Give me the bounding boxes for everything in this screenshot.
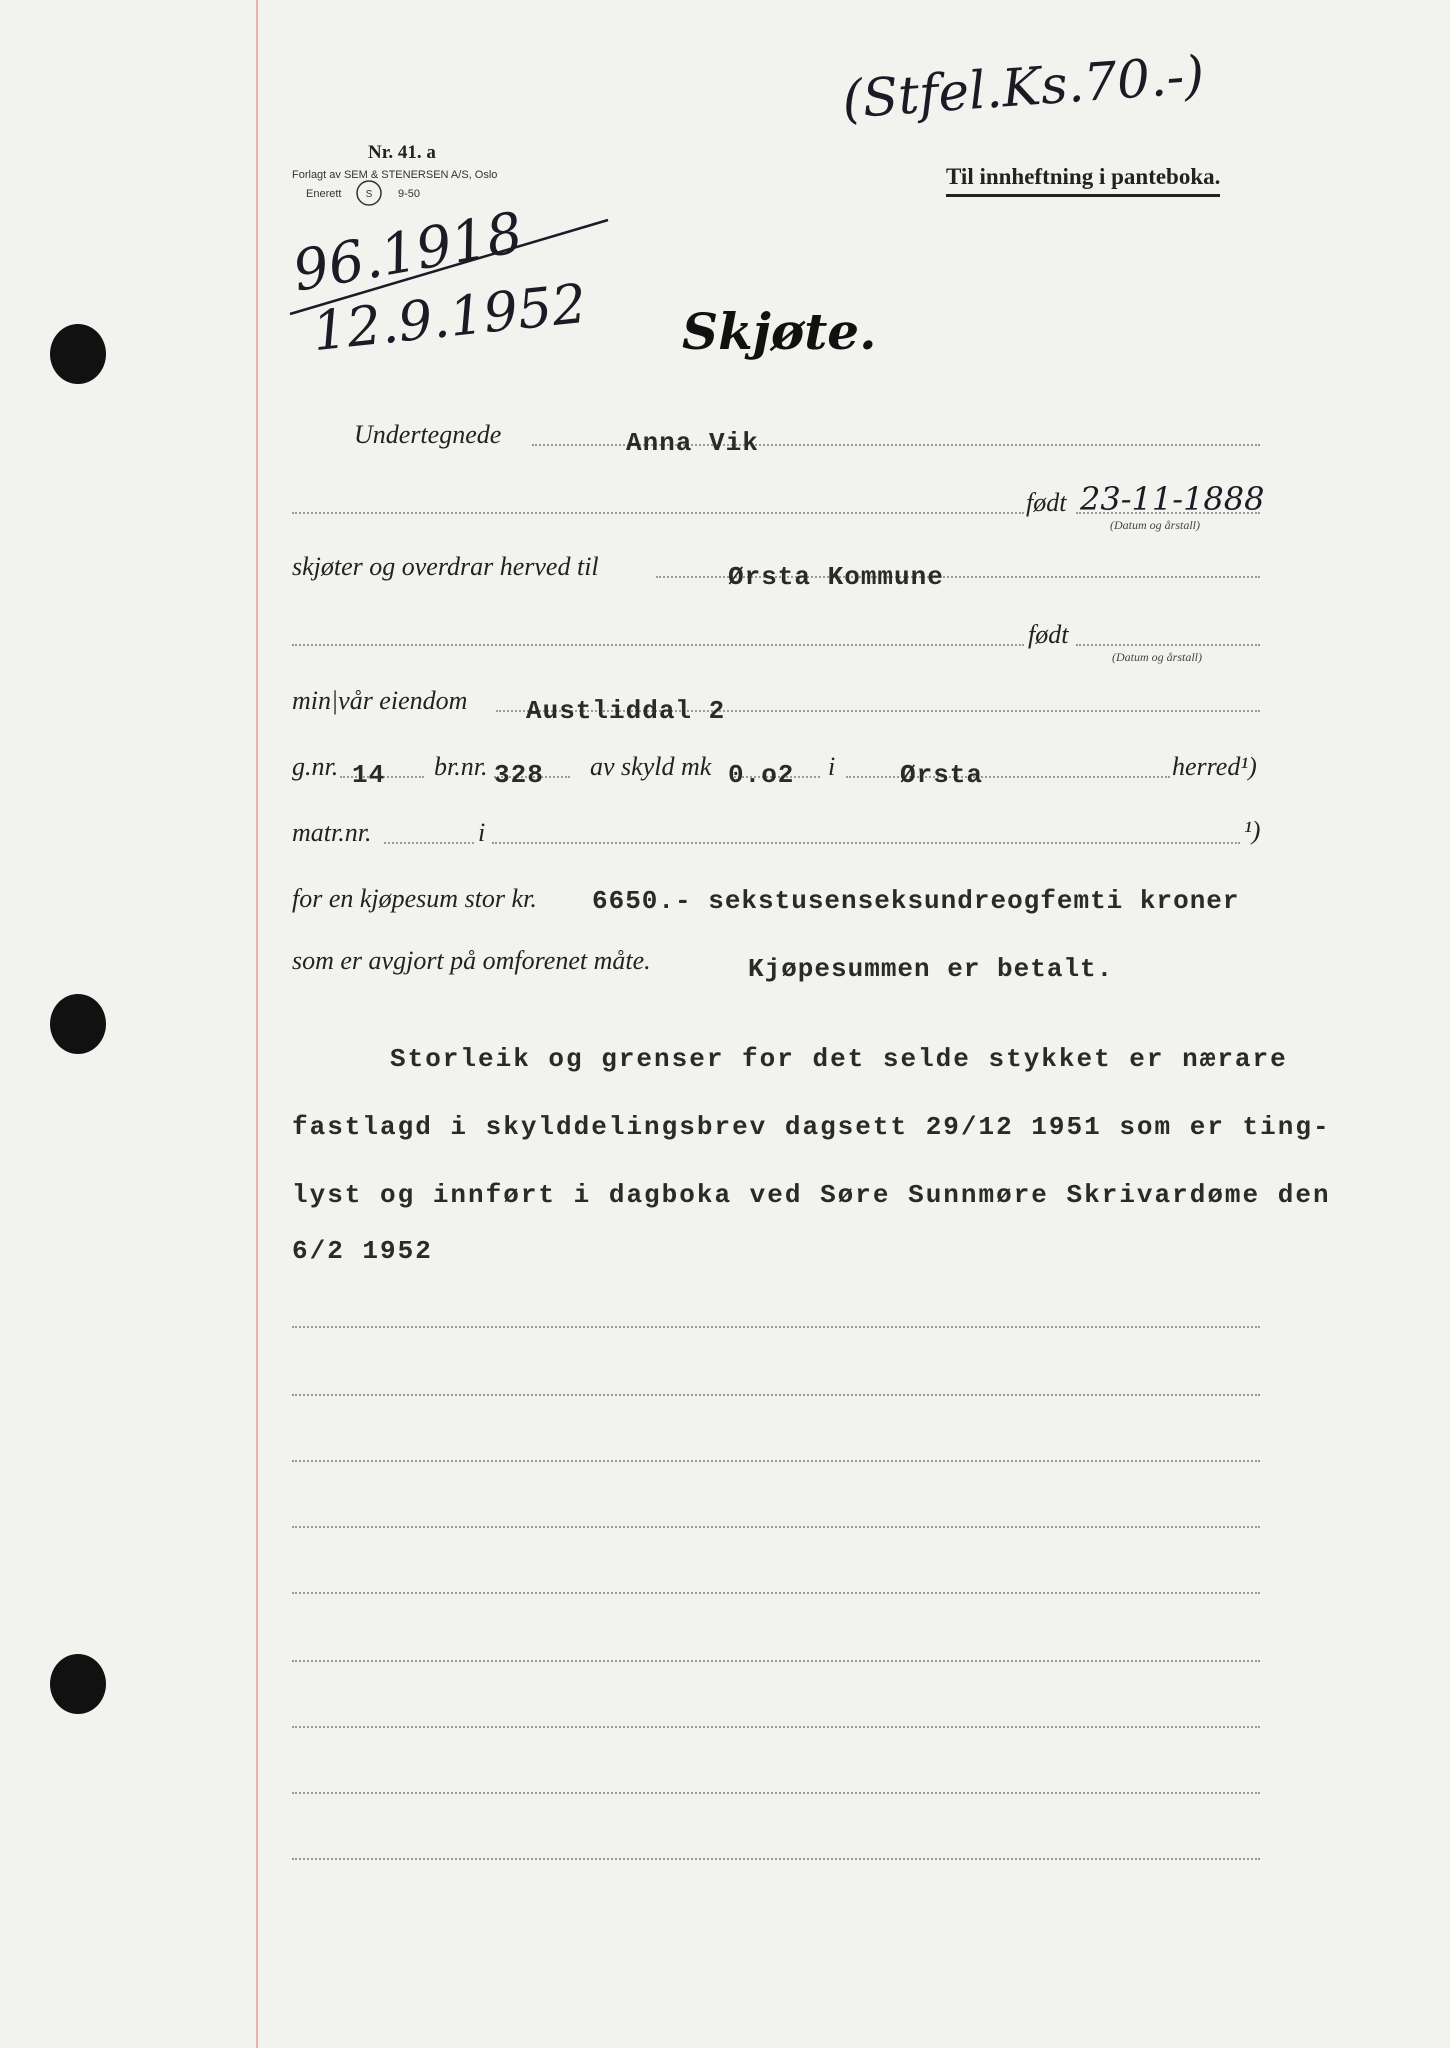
skyld-label: av skyld mk [590, 752, 712, 781]
avgjort-label: som er avgjort på omforenet måte. [292, 946, 651, 975]
dotted-line [292, 1660, 1260, 1662]
body-text-line: fastlagd i skylddelingsbrev dagsett 29/12 1951 som er ting- [292, 1112, 1331, 1142]
publisher-enerett: Enerett [306, 188, 342, 200]
publisher-edition: 9-50 [398, 188, 421, 200]
dotted-line [292, 1394, 1260, 1396]
brnr-label: br.nr. [434, 752, 488, 781]
herred-label: herred¹) [1172, 752, 1257, 781]
punch-hole [50, 324, 106, 384]
kjopesum-value: 6650.- sekstusenseksundreogfemti kroner [592, 886, 1240, 916]
skjoter-label: skjøter og overdrar herved til [292, 552, 599, 581]
publisher-logo-icon [354, 178, 384, 208]
registration-number: 96.1918 [288, 200, 528, 305]
handwritten-reference: (Stfel.Ks.70.-) [840, 45, 1207, 131]
skyld-value: 0.o2 [728, 760, 795, 790]
seller-name: Anna Vik [626, 428, 759, 458]
page-title: Skjøte. [682, 302, 877, 361]
dotted-line [1076, 644, 1260, 646]
publisher-line: Forlagt av SEM & STENERSEN A/S, Oslo [292, 169, 498, 181]
margin-rule [256, 0, 258, 2048]
dotted-line [292, 644, 1024, 646]
buyer-name: Ørsta Kommune [728, 562, 944, 592]
svg-text:S: S [365, 189, 373, 200]
gnr-value: 14 [352, 760, 386, 790]
dotted-line [292, 512, 1024, 514]
dotted-line [384, 842, 474, 844]
dotted-line [492, 842, 1240, 844]
dotted-line [1076, 512, 1260, 514]
undertegnede-label: Undertegnede [354, 420, 502, 449]
fodt-label-2: født [1028, 620, 1069, 649]
matr-i-label: i [478, 818, 486, 847]
i-label: i [828, 752, 836, 781]
registration-date: 12.9.1952 [309, 271, 590, 364]
seller-birth-date: 23-11-1888 [1080, 480, 1265, 518]
punch-hole [50, 994, 106, 1054]
dotted-line [292, 1726, 1260, 1728]
matr-note: ¹) [1244, 816, 1261, 845]
property-name: Austliddal 2 [526, 696, 726, 726]
dotted-line [292, 1858, 1260, 1860]
dotted-line [292, 1326, 1260, 1328]
herred-value: Ørsta [900, 760, 984, 790]
gnr-label: g.nr. [292, 752, 339, 781]
betalt-text: Kjøpesummen er betalt. [748, 954, 1114, 984]
body-text-line: 6/2 1952 [292, 1236, 433, 1266]
dotted-line [292, 1792, 1260, 1794]
dotted-line [292, 1460, 1260, 1462]
datum-note: (Datum og årstall) [1110, 518, 1200, 532]
kjopesum-label: for en kjøpesum stor kr. [292, 884, 537, 913]
fodt-label: født [1026, 488, 1067, 517]
dotted-line [292, 1526, 1260, 1528]
datum-note-2: (Datum og årstall) [1112, 650, 1202, 664]
dotted-line [292, 1592, 1260, 1594]
til-innheftning-heading: Til innheftning i panteboka. [946, 164, 1220, 197]
matr-label: matr.nr. [292, 818, 372, 847]
punch-hole [50, 1654, 106, 1714]
form-number: Nr. 41. a [368, 142, 436, 163]
dotted-line [846, 776, 1170, 778]
body-text-line: lyst og innført i dagboka ved Søre Sunnmøre Skrivardøme den [292, 1180, 1331, 1210]
eiendom-label: min|vår eiendom [292, 686, 468, 715]
body-text-line: Storleik og grenser for det selde stykket er nærare [390, 1044, 1288, 1074]
brnr-value: 328 [494, 760, 544, 790]
